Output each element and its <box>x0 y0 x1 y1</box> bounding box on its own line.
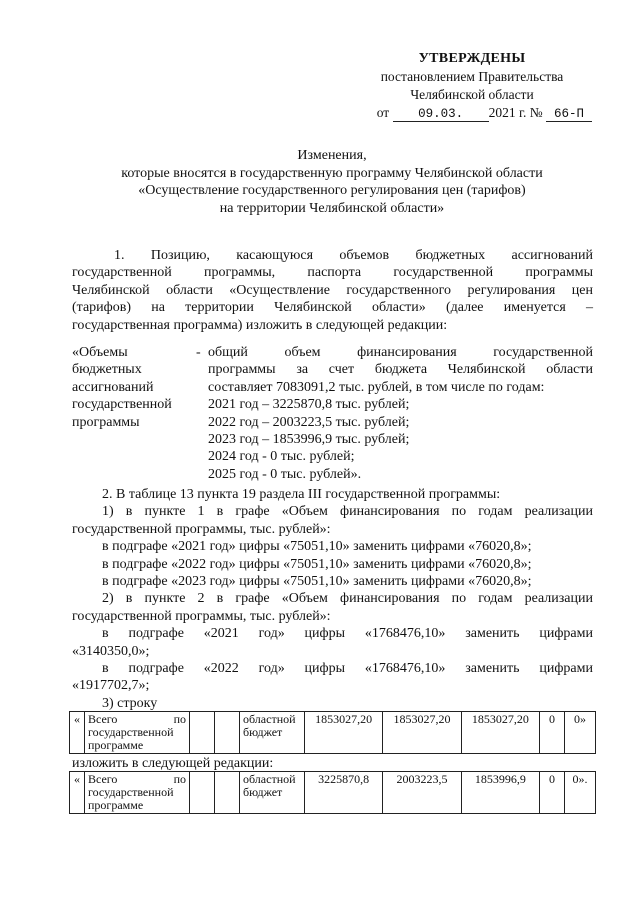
volume-year-line: 2023 год – 1853996,9 тыс. рублей; <box>208 432 410 448</box>
empty-cell <box>190 772 215 814</box>
value-cell: 0». <box>565 772 596 814</box>
value-cell: 0» <box>565 712 596 754</box>
value-cell: 3225870,8 <box>305 772 383 814</box>
volume-label-line: государственной <box>72 397 172 413</box>
volume-label-line: бюджетных <box>72 362 142 378</box>
item-2-subline: «1917702,7»; <box>72 678 150 694</box>
volume-dash: - <box>196 345 201 360</box>
approval-date-line <box>352 104 592 122</box>
source-line: областной <box>243 772 296 786</box>
volume-line-2: программы за счет бюджета Челябинской области <box>208 362 593 378</box>
item-1-line-3: Челябинской области «Осуществление государственного регулирования цен <box>72 282 593 298</box>
value-cell: 0 <box>540 772 565 814</box>
source-line: бюджет <box>243 785 283 799</box>
item-2-subline: «3140350,0»; <box>72 643 150 659</box>
source-cell <box>240 772 305 814</box>
date-field: 09.03. <box>393 107 489 122</box>
value-cell: 2003223,5 <box>383 772 461 814</box>
date-prefix: от <box>376 105 390 120</box>
old-row-table <box>69 711 596 754</box>
quote-cell: « <box>70 712 85 754</box>
row-name-line: государственной <box>88 725 174 739</box>
funding-volume-label <box>72 344 192 431</box>
approval-stamp <box>352 50 592 122</box>
item-2-subline: в подграфе «2021 год» цифры «75051,10» заменить цифрами «76020,8»; <box>102 539 532 555</box>
row-name-word: Всего <box>88 772 118 786</box>
approval-heading: УТВЕРЖДЕНЫ <box>418 51 526 66</box>
new-edition-label: изложить в следующей редакции: <box>72 756 274 771</box>
row-name-cell <box>85 712 190 754</box>
volume-line-1: общий объем финансирования государственной <box>208 345 593 360</box>
item-2-paragraph <box>72 486 593 712</box>
item-2-point-3: 3) строку <box>102 695 158 711</box>
volume-label-line: программы <box>72 414 140 430</box>
item-2-intro: 2. В таблице 13 пункта 19 раздела III государственной программы: <box>102 487 501 502</box>
item-1-paragraph <box>72 247 593 334</box>
table-row <box>70 772 596 814</box>
title-line-4: на территории Челябинской области» <box>219 200 445 216</box>
year-number-label: 2021 г. № <box>488 105 543 120</box>
item-2-point-2-line-2: государственной программы, тыс. рублей»: <box>72 608 331 624</box>
volume-label-line: ассигнований <box>72 379 154 395</box>
title-line-3: «Осуществление государственного регулирования цен (тарифов) <box>138 183 526 198</box>
item-2-subline: в подграфе «2023 год» цифры «75051,10» заменить цифрами «76020,8»; <box>102 574 532 590</box>
row-name-line: программе <box>88 798 144 812</box>
funding-volume-text <box>208 344 593 483</box>
volume-year-line: 2021 год – 3225870,8 тыс. рублей; <box>208 397 410 413</box>
item-1-line-4: (тарифов) на территории Челябинской области» (далее именуется – <box>72 300 593 316</box>
volume-year-line: 2022 год – 2003223,5 тыс. рублей; <box>208 414 410 430</box>
empty-cell <box>215 772 240 814</box>
item-1-line-5: государственная программа) изложить в следующей редакции: <box>72 317 448 333</box>
document-title <box>72 147 592 217</box>
approval-line-1: постановлением Правительства <box>380 69 564 84</box>
quote-cell: « <box>70 772 85 814</box>
volume-year-line: 2024 год - 0 тыс. рублей; <box>208 449 355 465</box>
item-2-subline: в подграфе «2022 год» цифры «1768476,10» заменить цифрами <box>102 661 593 677</box>
volume-line-3: составляет 7083091,2 тыс. рублей, в том числе по годам: <box>208 379 545 395</box>
empty-cell <box>190 712 215 754</box>
volume-year-line: 2025 год - 0 тыс. рублей». <box>208 466 362 482</box>
row-name-cell <box>85 772 190 814</box>
row-name-word: Всего <box>88 712 118 726</box>
row-name-line: государственной <box>88 785 174 799</box>
value-cell: 0 <box>540 712 565 754</box>
source-line: областной <box>243 712 296 726</box>
item-2-point-2-line-1: 2) в пункте 2 в графе «Объем финансирования по годам реализации <box>102 591 593 607</box>
value-cell: 1853027,20 <box>305 712 383 754</box>
approval-line-2: Челябинской области <box>410 87 534 102</box>
table-row <box>70 712 596 754</box>
item-2-subline: в подграфе «2022 год» цифры «75051,10» заменить цифрами «76020,8»; <box>102 556 532 572</box>
item-2-subline: в подграфе «2021 год» цифры «1768476,10» заменить цифрами <box>102 626 593 642</box>
row-name-word: по <box>173 712 186 726</box>
source-cell <box>240 712 305 754</box>
row-name-word: по <box>173 772 186 786</box>
new-row-table <box>69 771 596 814</box>
row-name-line: программе <box>88 738 144 752</box>
volume-label-line: «Объемы <box>72 345 128 360</box>
value-cell: 1853027,20 <box>383 712 461 754</box>
item-2-point-1-line-1: 1) в пункте 1 в графе «Объем финансирования по годам реализации <box>102 504 593 520</box>
value-cell: 1853996,9 <box>461 772 539 814</box>
source-line: бюджет <box>243 725 283 739</box>
empty-cell <box>215 712 240 754</box>
item-2-point-1-line-2: государственной программы, тыс. рублей»: <box>72 521 331 537</box>
value-cell: 1853027,20 <box>461 712 539 754</box>
title-line-1: Изменения, <box>297 148 367 163</box>
item-1-line-2: государственной программы, паспорта государственной программы <box>72 265 593 281</box>
item-1-line-1: 1. Позицию, касающуюся объемов бюджетных ассигнований <box>114 248 593 263</box>
number-field: 66-П <box>546 107 592 122</box>
title-line-2: которые вносятся в государственную программу Челябинской области <box>121 165 543 181</box>
